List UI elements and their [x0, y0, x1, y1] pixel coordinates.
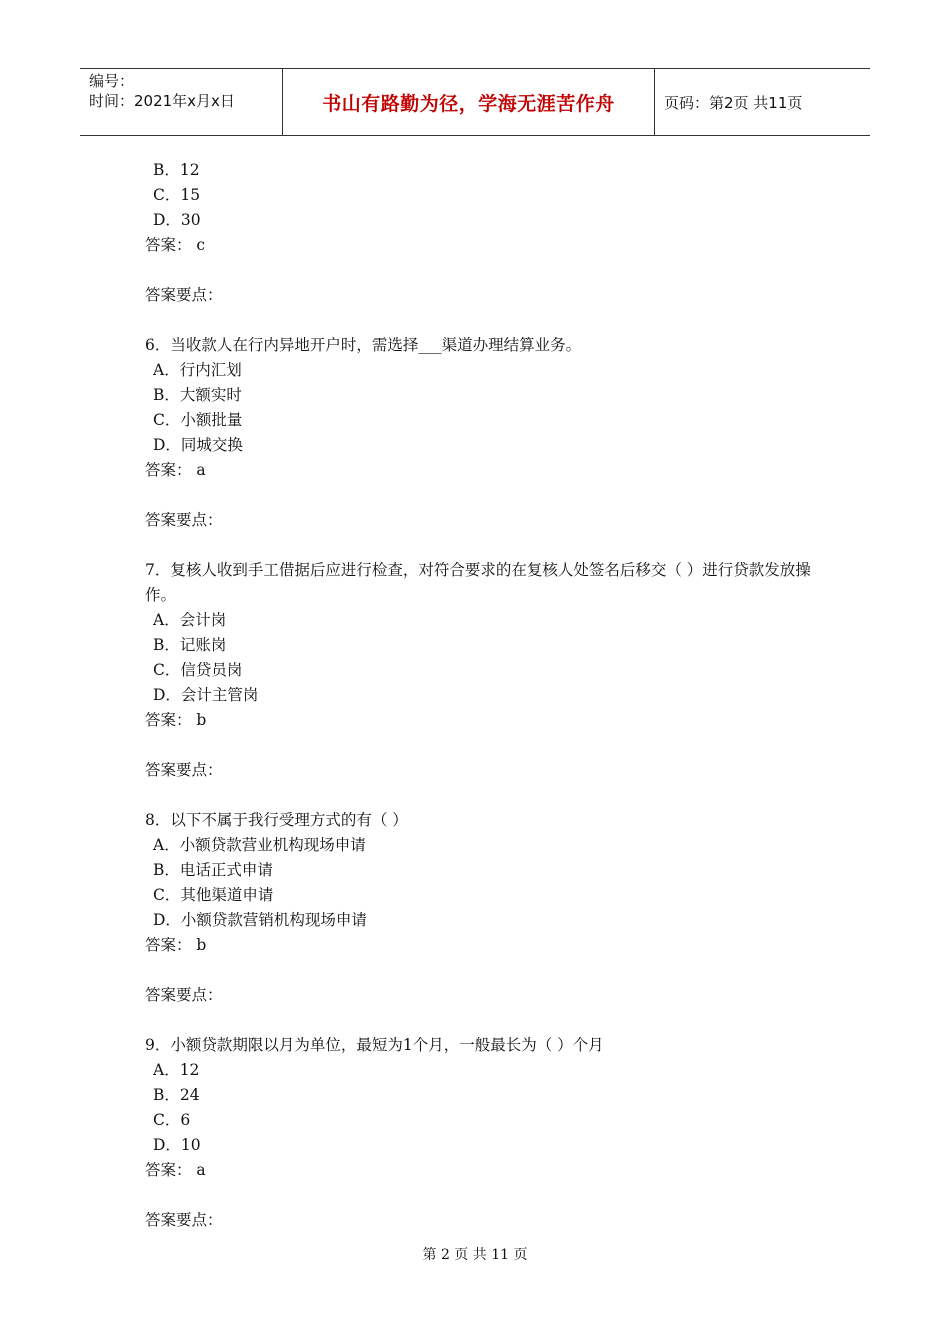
answer-points: 答案要点：: [145, 986, 223, 1004]
option: C．信贷员岗: [153, 661, 243, 679]
option: D．30: [153, 211, 201, 229]
answer: 答案： b: [145, 711, 207, 729]
question-stem: 6．当收款人在行内异地开户时，需选择___渠道办理结算业务。: [145, 336, 582, 354]
option: B．12: [153, 161, 200, 179]
question-8: [145, 808, 835, 1033]
option: B．大额实时: [153, 386, 242, 404]
option: B．电话正式申请: [153, 861, 273, 879]
question-stem: 7．复核人收到手工借据后应进行检查，对符合要求的在复核人处签名后移交（ ）进行贷款发放操作。: [145, 561, 811, 604]
option: C．15: [153, 186, 201, 204]
header-motto-cell: [282, 69, 655, 135]
header-page-number: 页码：第2页 共11页: [664, 93, 803, 112]
header-meta: [80, 69, 282, 135]
question-7: [145, 558, 835, 808]
page-header: [80, 68, 870, 136]
header-page-info: [655, 69, 870, 135]
question-6: [145, 333, 835, 558]
answer: 答案： a: [145, 461, 206, 479]
option: A．小额贷款营业机构现场申请: [153, 836, 366, 854]
answer-points: 答案要点：: [145, 511, 223, 529]
option: A．会计岗: [153, 611, 227, 629]
question-stem: 8．以下不属于我行受理方式的有（ ）: [145, 811, 408, 829]
option: D．会计主管岗: [153, 686, 259, 704]
question-content: [145, 158, 835, 1233]
question-9: [145, 1033, 835, 1233]
option: C．其他渠道申请: [153, 886, 274, 904]
doc-date: 时间：2021年x月x日: [89, 92, 235, 110]
header-motto: 书山有路勤为径，学海无涯苦作舟: [322, 92, 615, 115]
question-5-tail: [145, 158, 835, 333]
option: D．同城交换: [153, 436, 243, 454]
answer-points: 答案要点：: [145, 286, 223, 304]
answer: 答案： b: [145, 936, 207, 954]
option: C．小额批量: [153, 411, 243, 429]
answer-points: 答案要点：: [145, 761, 223, 779]
option: D．10: [153, 1136, 201, 1154]
option: A．行内汇划: [153, 361, 242, 379]
answer: 答案： c: [145, 236, 206, 254]
question-stem: 9．小额贷款期限以月为单位，最短为1个月，一般最长为（ ）个月: [145, 1036, 604, 1054]
option: D．小额贷款营销机构现场申请: [153, 911, 367, 929]
option: C．6: [153, 1111, 191, 1129]
option: B．记账岗: [153, 636, 227, 654]
option: A．12: [153, 1061, 200, 1079]
option: B．24: [153, 1086, 200, 1104]
doc-code-label: 编号：: [89, 72, 135, 90]
page-footer: [0, 1244, 950, 1264]
answer-points: 答案要点：: [145, 1211, 223, 1229]
answer: 答案： a: [145, 1161, 206, 1179]
footer-page-number: 第 2 页 共 11 页: [422, 1247, 528, 1263]
